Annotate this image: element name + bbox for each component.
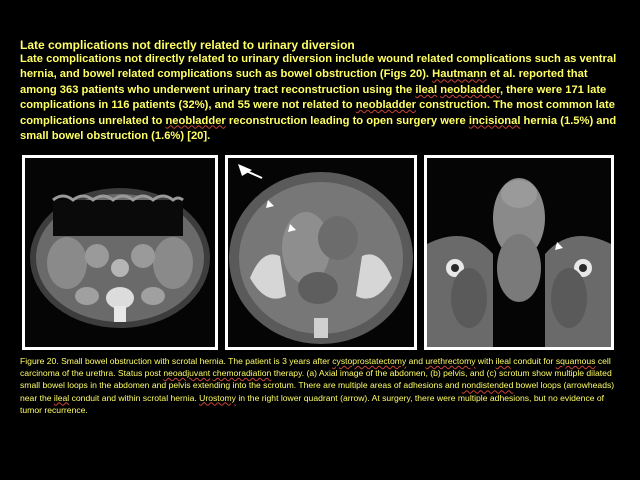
caption-segment: bowel loops (arrowheads) near the xyxy=(20,380,615,403)
body-text-segment: neobladder xyxy=(440,83,500,96)
caption-segment: cell carcinoma of the urethra. Status post xyxy=(20,356,611,379)
caption-segment: and xyxy=(406,356,426,366)
caption-segment: conduit and within scrotal hernia. xyxy=(69,392,200,403)
slide-heading: Late complications not directly related to urinary diversion xyxy=(20,38,355,52)
caption-segment: squamous xyxy=(555,356,596,366)
body-text-segment: et al. reported that among 363 patients who underwent urinary tract reconstruction using the xyxy=(20,68,588,96)
caption-segment: chemoradiation xyxy=(212,368,272,379)
body-text-segment: neobladder xyxy=(355,99,417,112)
ct-scan-icon xyxy=(427,158,611,347)
caption-segment: ileal xyxy=(495,356,511,366)
body-text-segment: Hautmann xyxy=(432,68,487,81)
caption-segment: Figure 20. Small bowel obstruction with scrotal hernia. The patient is 3 years after xyxy=(20,356,333,366)
caption-segment: with xyxy=(475,356,496,366)
caption-segment: conduit for xyxy=(510,356,556,366)
ct-scan-icon xyxy=(228,158,414,347)
ct-scan-icon xyxy=(25,158,215,347)
slide-body-text xyxy=(20,52,626,144)
caption-segment: nondistended xyxy=(461,380,514,391)
caption-segment: in the right lower quadrant (arrow). At surgery, there were multiple adhesions, but no evidence of tumor recurrence. xyxy=(20,392,605,415)
ct-pelvis-axial xyxy=(225,155,417,350)
body-text-segment: hernia (1.5%) and small bowel obstruction (1.6%) [20]. xyxy=(20,114,617,143)
body-text-segment: ileal xyxy=(415,83,438,96)
caption-segment: cystoprostatectomy xyxy=(332,356,407,366)
caption-segment: neoadjuvant xyxy=(163,368,211,379)
ct-scrotum-axial xyxy=(424,155,614,350)
body-text-segment: incisional xyxy=(468,114,521,127)
caption-segment: urethrectomy xyxy=(425,356,476,366)
caption-segment: therapy. (a) Axial image of the abdomen, (b) pelvis, and (c) scrotum show multiple dilated small bowel loops in the abdomen and pelvis extending into the scrotum. There are multiple areas of adhesions and xyxy=(20,368,612,391)
caption-segment: Urostomy xyxy=(199,392,236,403)
body-text-segment: neobladder xyxy=(165,114,226,127)
body-text-segment: construction. The most common late complications unrelated to xyxy=(20,99,615,127)
body-text-segment: Late complications not directly related to urinary diversion include wound related complications such as ventral hernia, and bowel related complications such as bowel obstruction (Figs 20). xyxy=(20,53,617,81)
body-text-segment: reconstruction leading to open surgery were xyxy=(225,114,469,127)
ct-abdomen-axial xyxy=(22,155,218,350)
caption-segment: ileal xyxy=(53,392,70,403)
figure-caption xyxy=(20,355,620,416)
body-text-segment: , there were 171 late complications in 116 patients (32%), and 55 were not related to xyxy=(20,83,607,112)
